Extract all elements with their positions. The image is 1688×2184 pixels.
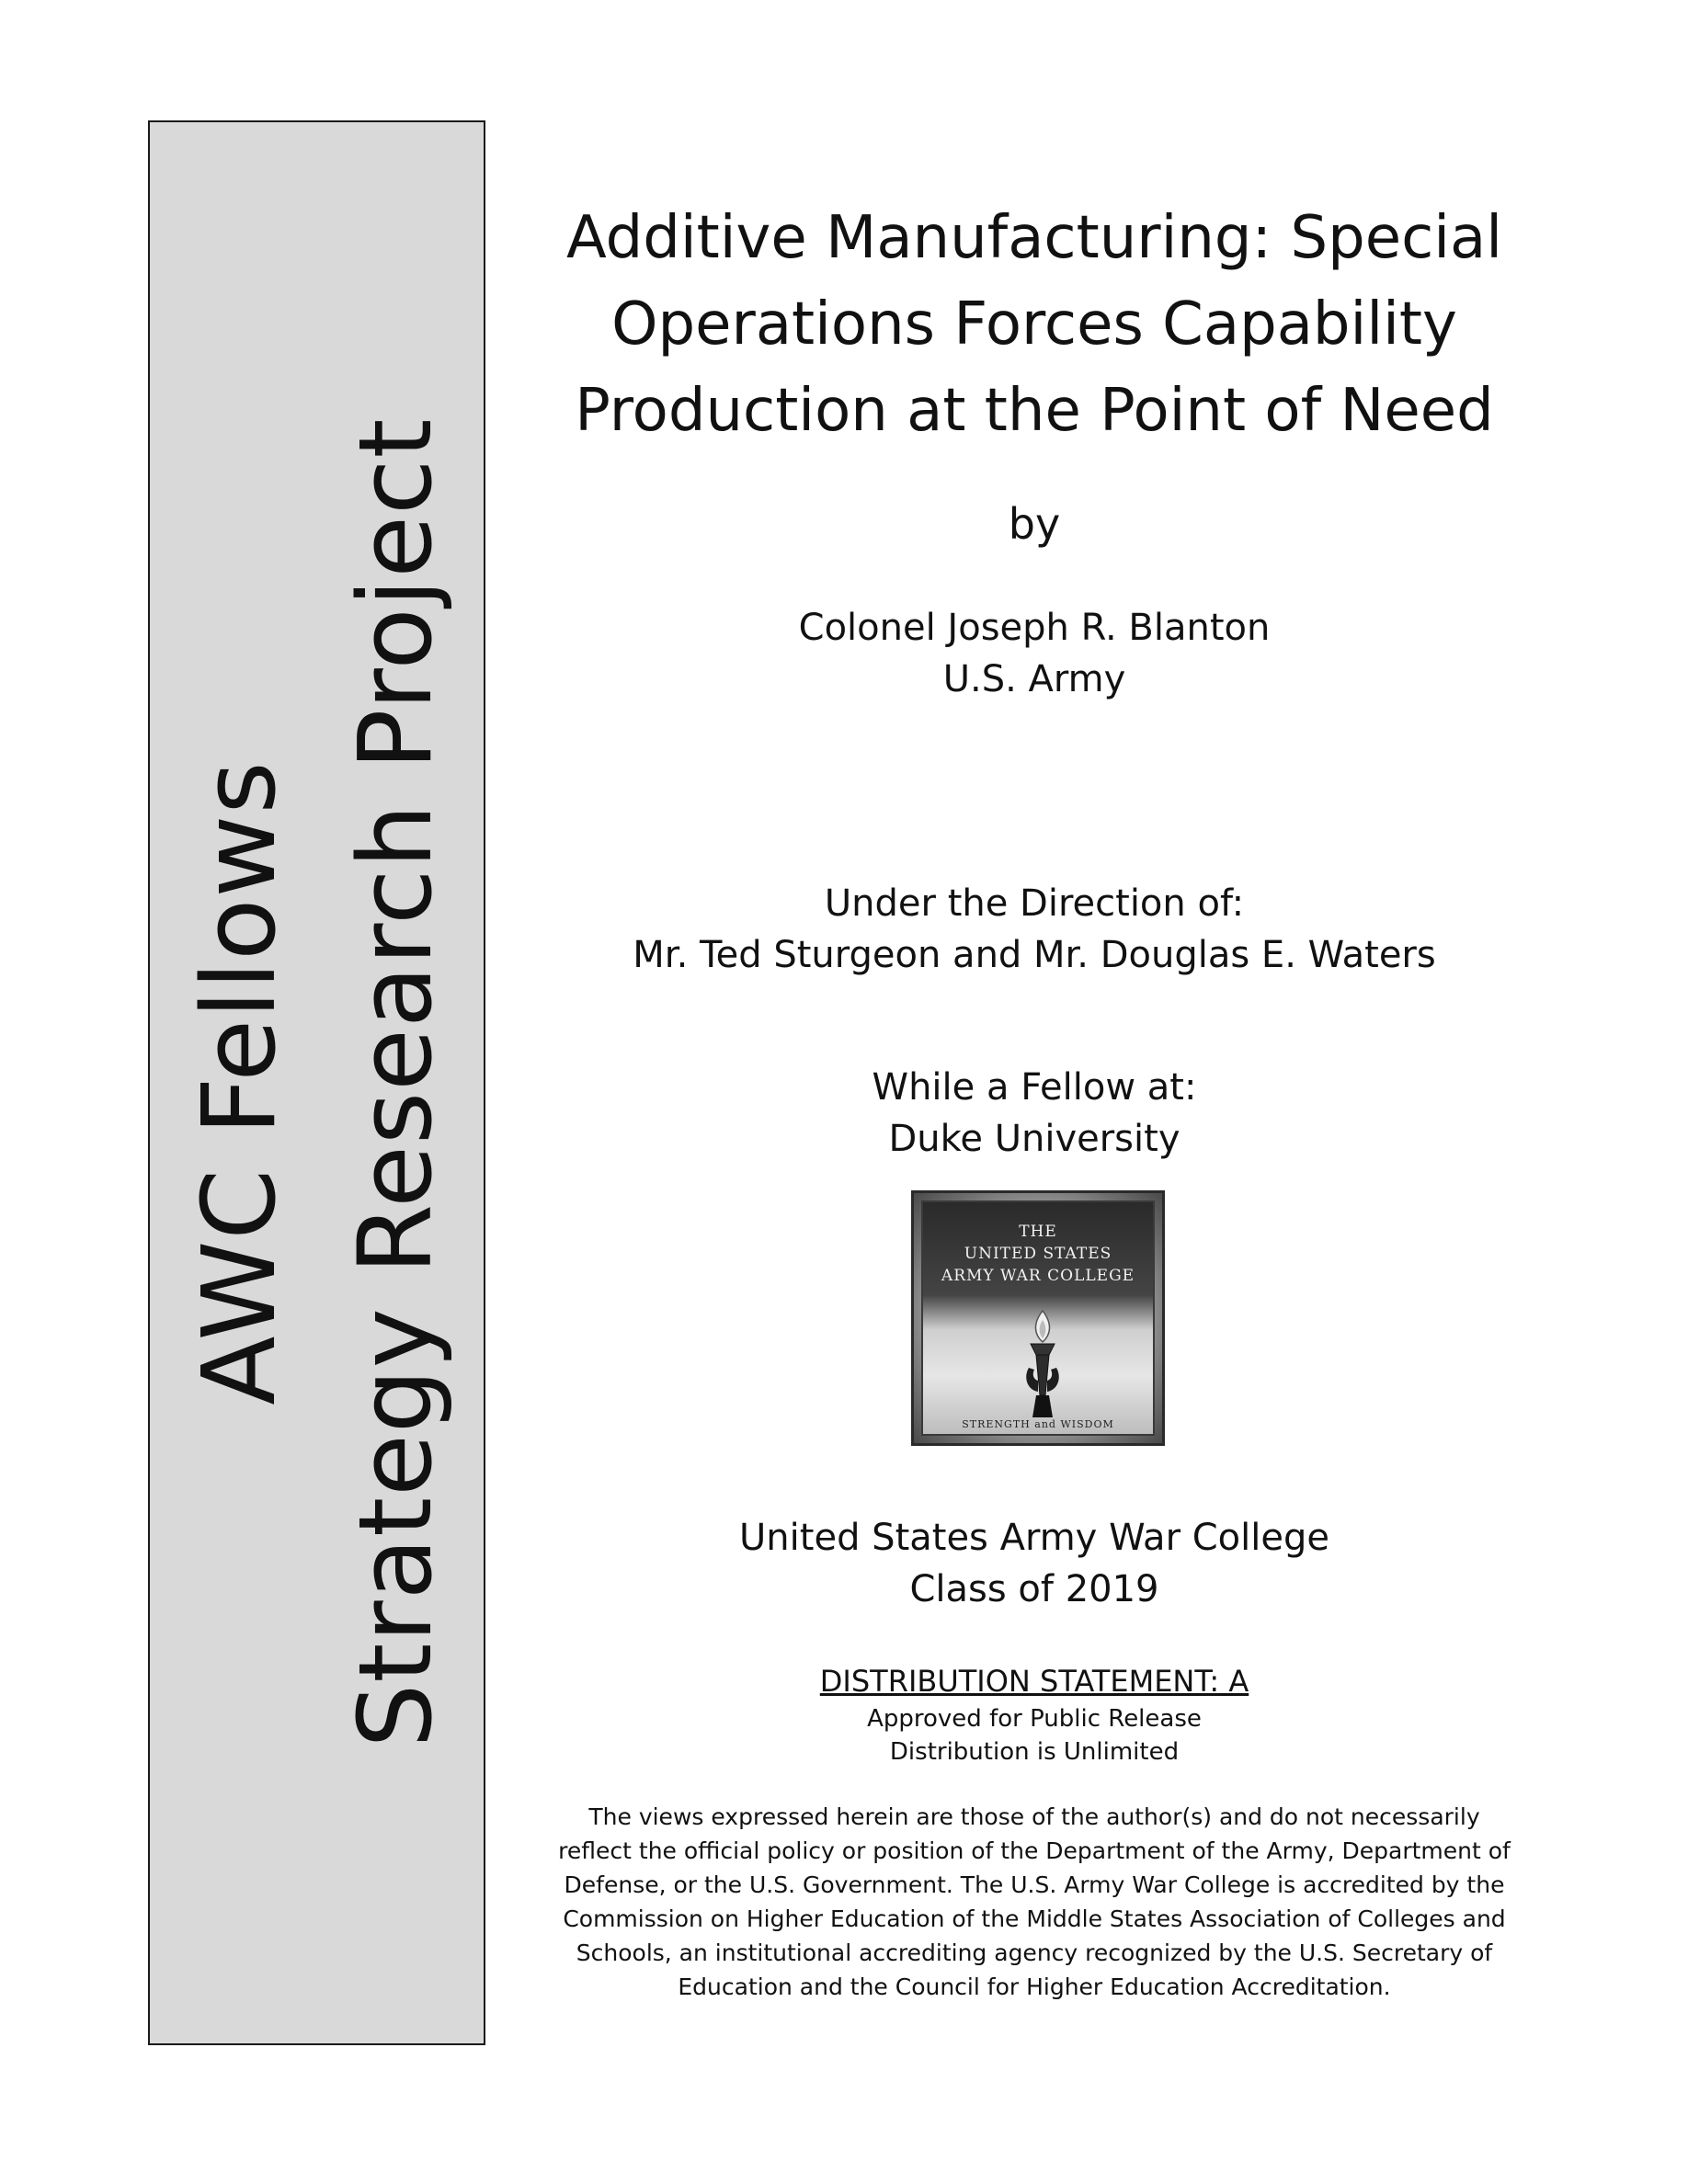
title-line-1: Additive Manufacturing: Special — [565, 204, 1503, 272]
disclaimer-text: The views expressed herein are those of the author(s) and do not necessarily reflect the official policy or position of the Department of the Army, Department of Defense, or the U.S. Government. The U.S. Army War College is accredited by the Commission on Higher Education of the Middle States Association of Colleges and Schools, an institutional accrediting agency recognized by the U.S. Secretary of Education and the Council for Higher Education Accreditation. — [558, 1803, 1511, 2000]
by-label: by — [1008, 499, 1061, 549]
seal-line-1: THE — [1019, 1223, 1057, 1241]
direction-block — [515, 878, 1554, 981]
sidebar-banner-text — [161, 301, 473, 1864]
army-war-college-seal — [911, 1190, 1165, 1446]
author-name: Colonel Joseph R. Blanton — [798, 607, 1271, 649]
distribution-heading-block — [515, 1662, 1554, 1701]
sidebar-line-strategy-research-project: Strategy Research Project — [336, 417, 454, 1748]
author-service: U.S. Army — [942, 658, 1126, 700]
direction-label: Under the Direction of: — [824, 882, 1245, 925]
torch-icon — [1010, 1303, 1075, 1423]
author-block — [515, 602, 1554, 705]
sidebar-banner — [148, 120, 485, 2045]
college-class: Class of 2019 — [909, 1568, 1159, 1610]
seal-line-3: ARMY WAR COLLEGE — [941, 1267, 1135, 1285]
seal-frame — [921, 1200, 1155, 1436]
document-title — [515, 195, 1554, 454]
fellow-block — [515, 1062, 1554, 1165]
distribution-line-1: Approved for Public Release — [867, 1705, 1202, 1733]
college-name: United States Army War College — [739, 1517, 1329, 1559]
fellow-label: While a Fellow at: — [872, 1066, 1197, 1109]
seal-motto: STRENGTH and WISDOM — [962, 1418, 1114, 1430]
title-line-3: Production at the Point of Need — [575, 377, 1494, 445]
seal-text — [923, 1221, 1153, 1287]
distribution-line-2: Distribution is Unlimited — [889, 1738, 1180, 1766]
college-block — [515, 1512, 1554, 1615]
distribution-heading: DISTRIBUTION STATEMENT: A — [819, 1664, 1249, 1699]
direction-names: Mr. Ted Sturgeon and Mr. Douglas E. Waters — [633, 934, 1436, 976]
seal-line-2: UNITED STATES — [964, 1245, 1112, 1263]
distribution-block — [515, 1702, 1554, 1769]
fellow-institution: Duke University — [888, 1118, 1180, 1160]
sidebar-line-awc-fellows: AWC Fellows — [179, 760, 298, 1405]
title-line-2: Operations Forces Capability — [611, 290, 1457, 358]
